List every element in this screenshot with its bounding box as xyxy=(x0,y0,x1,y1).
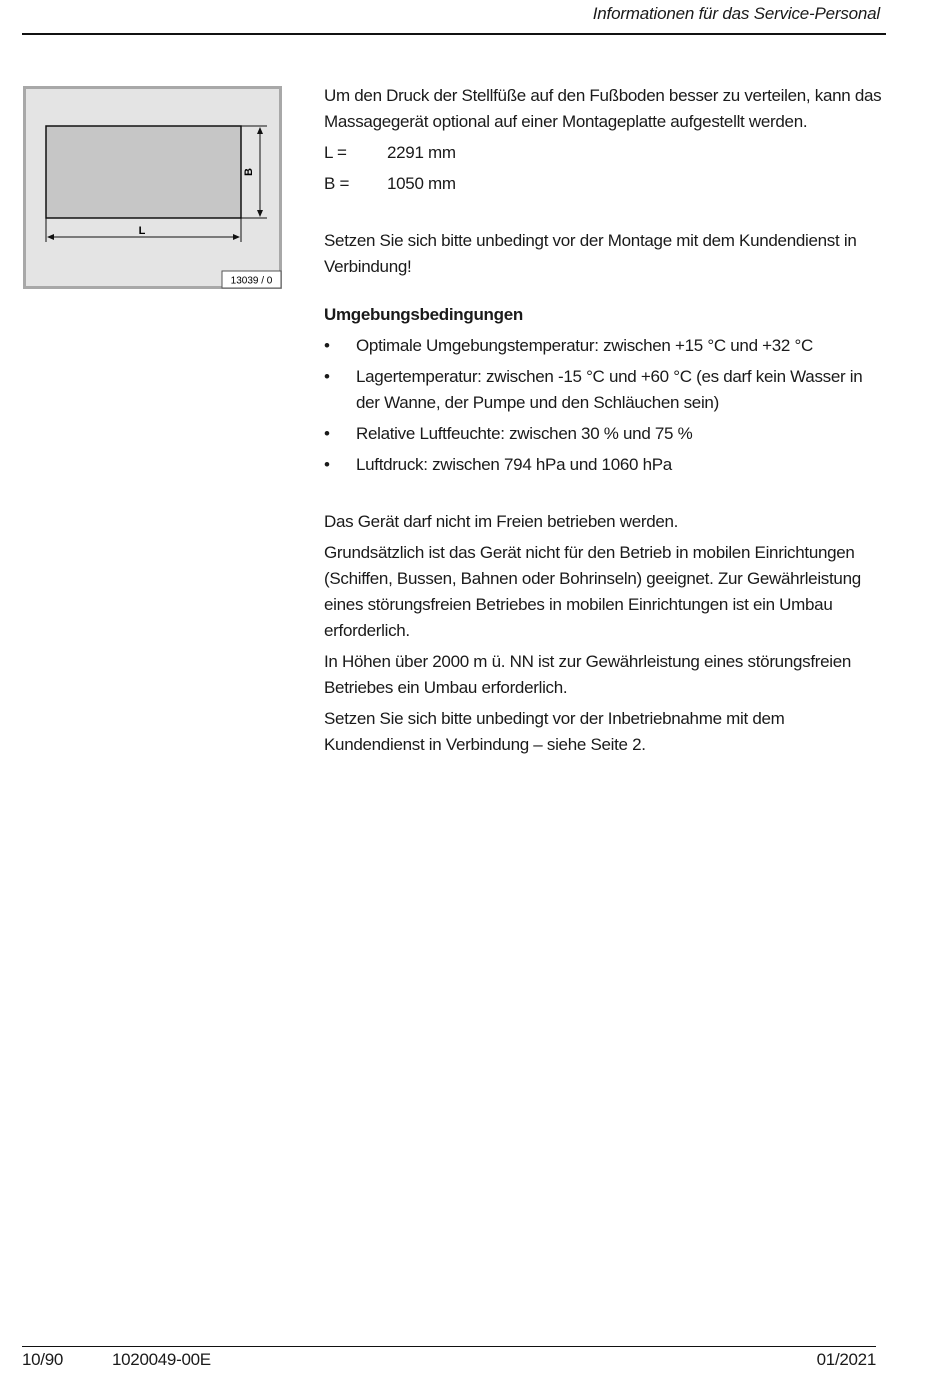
environment-list xyxy=(324,333,884,478)
footer-rule xyxy=(22,1346,876,1347)
mounting-plate-diagram xyxy=(23,86,282,289)
paragraph-commissioning: Setzen Sie sich bitte unbedingt vor der Inbetriebnahme mit dem Kundendienst in Verbindung – siehe Seite 2. xyxy=(324,709,785,754)
dimension-b-label: B xyxy=(243,168,255,176)
dimension-row-width xyxy=(324,171,884,197)
page-number: 10/90 xyxy=(22,1350,64,1369)
dimension-value: 2291 mm xyxy=(387,143,456,162)
bullet-icon: • xyxy=(324,424,330,443)
main-content xyxy=(324,83,884,763)
document-date: 01/2021 xyxy=(816,1350,876,1369)
list-item: • Optimale Umgebungstemperatur: zwischen +15 °C und +32 °C xyxy=(324,333,884,359)
dimension-label: B = xyxy=(324,174,350,193)
intro-paragraph: Um den Druck der Stellfüße auf den Fußboden besser zu verteilen, kann das Massagegerät optional auf einer Montageplatte aufgestellt werden. xyxy=(324,86,882,131)
contact-note: Setzen Sie sich bitte unbedingt vor der Montage mit dem Kundendienst in Verbindung! xyxy=(324,231,857,276)
list-item: • Lagertemperatur: zwischen -15 °C und +60 °C (es darf kein Wasser in der Wanne, der Pumpe und den Schläuchen sein) xyxy=(324,364,884,416)
dimension-label: L = xyxy=(324,143,347,162)
environment-heading: Umgebungsbedingungen xyxy=(324,305,523,324)
dimension-value: 1050 mm xyxy=(387,174,456,193)
paragraph-mobile: Grundsätzlich ist das Gerät nicht für den Betrieb in mobilen Einrichtungen (Schiffen, Bussen, Bahnen oder Bohrinseln) geeignet. Zur Gewährleistung eines störungsfreien Betriebes in mobilen Einrichtungen ist ein Umbau erforderlich. xyxy=(324,543,861,640)
dimension-l-label: L xyxy=(138,225,146,237)
paragraph-altitude: In Höhen über 2000 m ü. NN ist zur Gewährleistung eines störungsfreien Betriebes ein Umbau erforderlich. xyxy=(324,652,852,697)
figure-reference: 13039 / 0 xyxy=(230,275,273,287)
bullet-icon: • xyxy=(324,336,330,355)
list-item: • Relative Luftfeuchte: zwischen 30 % und 75 % xyxy=(324,421,884,447)
document-number: 1020049-00E xyxy=(112,1350,211,1369)
list-item: • Luftdruck: zwischen 794 hPa und 1060 hPa xyxy=(324,452,884,478)
header-rule xyxy=(22,33,886,35)
bullet-icon: • xyxy=(324,367,330,386)
header-title: Informationen für das Service-Personal xyxy=(592,4,880,23)
paragraph-outdoor: Das Gerät darf nicht im Freien betrieben werden. xyxy=(324,512,679,531)
dimension-row-length xyxy=(324,140,884,166)
bullet-icon: • xyxy=(324,455,330,474)
mounting-plate-figure xyxy=(23,86,282,289)
